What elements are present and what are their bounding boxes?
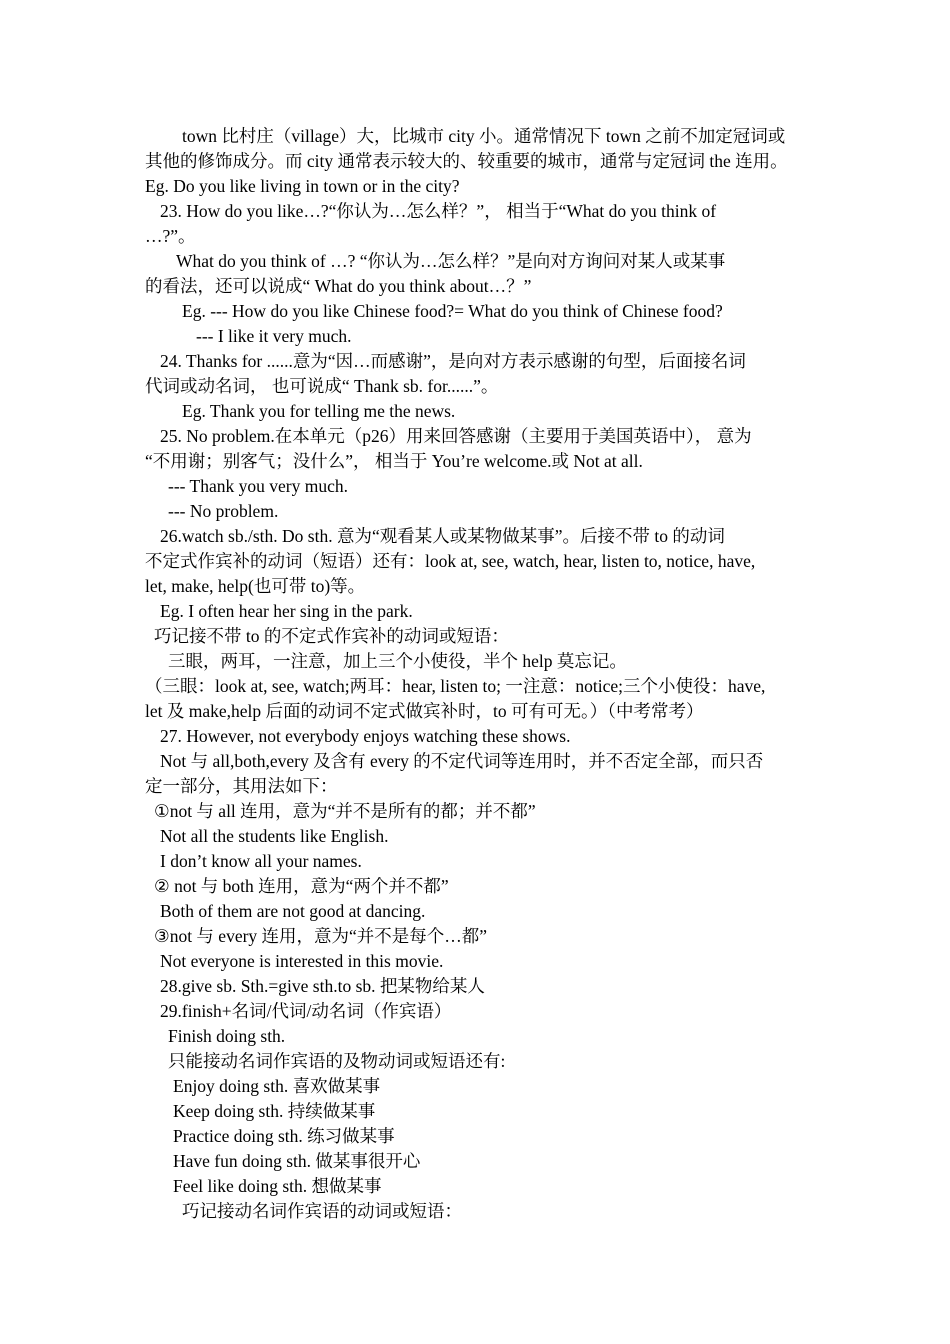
text-line: …?”。 xyxy=(145,226,196,246)
text-line: 巧记接动名词作宾语的动词或短语： xyxy=(182,1201,462,1221)
text-line: 巧记接不带 to 的不定式作宾补的动词或短语： xyxy=(154,626,509,646)
text-line: Practice doing sth. 练习做某事 xyxy=(173,1126,395,1146)
text-line: Keep doing sth. 持续做某事 xyxy=(173,1101,376,1121)
text-line: 不定式作宾补的动词（短语）还有：look at, see, watch, hear, listen to, notice, have, xyxy=(145,551,756,571)
text-line: 23. How do you like…?“你认为…怎么样？”， 相当于“What do you think of xyxy=(160,201,717,221)
text-line: What do you think of …? “你认为…怎么样？”是向对方询问对某人或某事 xyxy=(176,251,726,271)
text-line: let, make, help(也可带 to)等。 xyxy=(145,576,366,596)
text-line: Have fun doing sth. 做某事很开心 xyxy=(173,1151,421,1171)
text-line: ③not 与 every 连用，意为“并不是每个…都” xyxy=(154,926,488,946)
text-line: 三眼，两耳，一注意，加上三个小使役，半个 help 莫忘记。 xyxy=(168,651,627,671)
text-line: 25. No problem.在本单元（p26）用来回答感谢（主要用于美国英语中）， 意为 xyxy=(160,426,752,446)
text-line: Not all the students like English. xyxy=(160,826,389,846)
text-line: ② not 与 both 连用，意为“两个并不都” xyxy=(154,876,449,896)
text-line: Not everyone is interested in this movie. xyxy=(160,951,444,971)
text-line: Eg. Thank you for telling me the news. xyxy=(182,401,456,421)
text-line: --- No problem. xyxy=(168,501,279,521)
text-line: let 及 make,help 后面的动词不定式做宾补时，to 可有可无。）（中考常考） xyxy=(145,701,704,721)
text-line: 24. Thanks for ......意为“因…而感谢”，是向对方表示感谢的句型，后面接名词 xyxy=(160,351,746,371)
text-line: “不用谢；别客气；没什么”， 相当于 You’re welcome.或 Not at all. xyxy=(145,451,643,471)
text-line: 29.finish+名词/代词/动名词（作宾语） xyxy=(160,1001,452,1021)
text-line: ①not 与 all 连用，意为“并不是所有的都；并不都” xyxy=(154,801,536,821)
text-line: 其他的修饰成分。而 city 通常表示较大的、较重要的城市，通常与定冠词 the 连用。 xyxy=(145,151,788,171)
text-line: 的看法，还可以说成“ What do you think about…？” xyxy=(145,276,532,296)
text-line: Eg. I often hear her sing in the park. xyxy=(160,601,413,621)
text-line: 27. However, not everybody enjoys watching these shows. xyxy=(160,726,571,746)
text-line: 26.watch sb./sth. Do sth. 意为“观看某人或某物做某事”。后接不带 to 的动词 xyxy=(160,526,725,546)
text-line: 28.give sb. Sth.=give sth.to sb. 把某物给某人 xyxy=(160,976,485,996)
text-line: 只能接动名词作宾语的及物动词或短语还有: xyxy=(168,1051,506,1071)
text-line: Finish doing sth. xyxy=(168,1026,286,1046)
text-line: I don’t know all your names. xyxy=(160,851,362,871)
text-line: town 比村庄（village）大，比城市 city 小。通常情况下 town 之前不加定冠词或 xyxy=(182,126,786,146)
text-line: Eg. --- How do you like Chinese food?= What do you think of Chinese food? xyxy=(182,301,723,321)
text-line: 代词或动名词， 也可说成“ Thank sb. for......”。 xyxy=(145,376,499,396)
text-line: Eg. Do you like living in town or in the city? xyxy=(145,176,460,196)
text-line: Feel like doing sth. 想做某事 xyxy=(173,1176,382,1196)
text-line: Both of them are not good at dancing. xyxy=(160,901,426,921)
text-line: --- Thank you very much. xyxy=(168,476,348,496)
text-line: Not 与 all,both,every 及含有 every 的不定代词等连用时，并不否定全部，而只否 xyxy=(160,751,764,771)
text-line: --- I like it very much. xyxy=(196,326,352,346)
text-line: （三眼：look at, see, watch;两耳：hear, listen to; 一注意：notice;三个小使役：have, xyxy=(145,676,766,696)
text-line: 定一部分，其用法如下： xyxy=(145,776,338,796)
text-line: Enjoy doing sth. 喜欢做某事 xyxy=(173,1076,381,1096)
